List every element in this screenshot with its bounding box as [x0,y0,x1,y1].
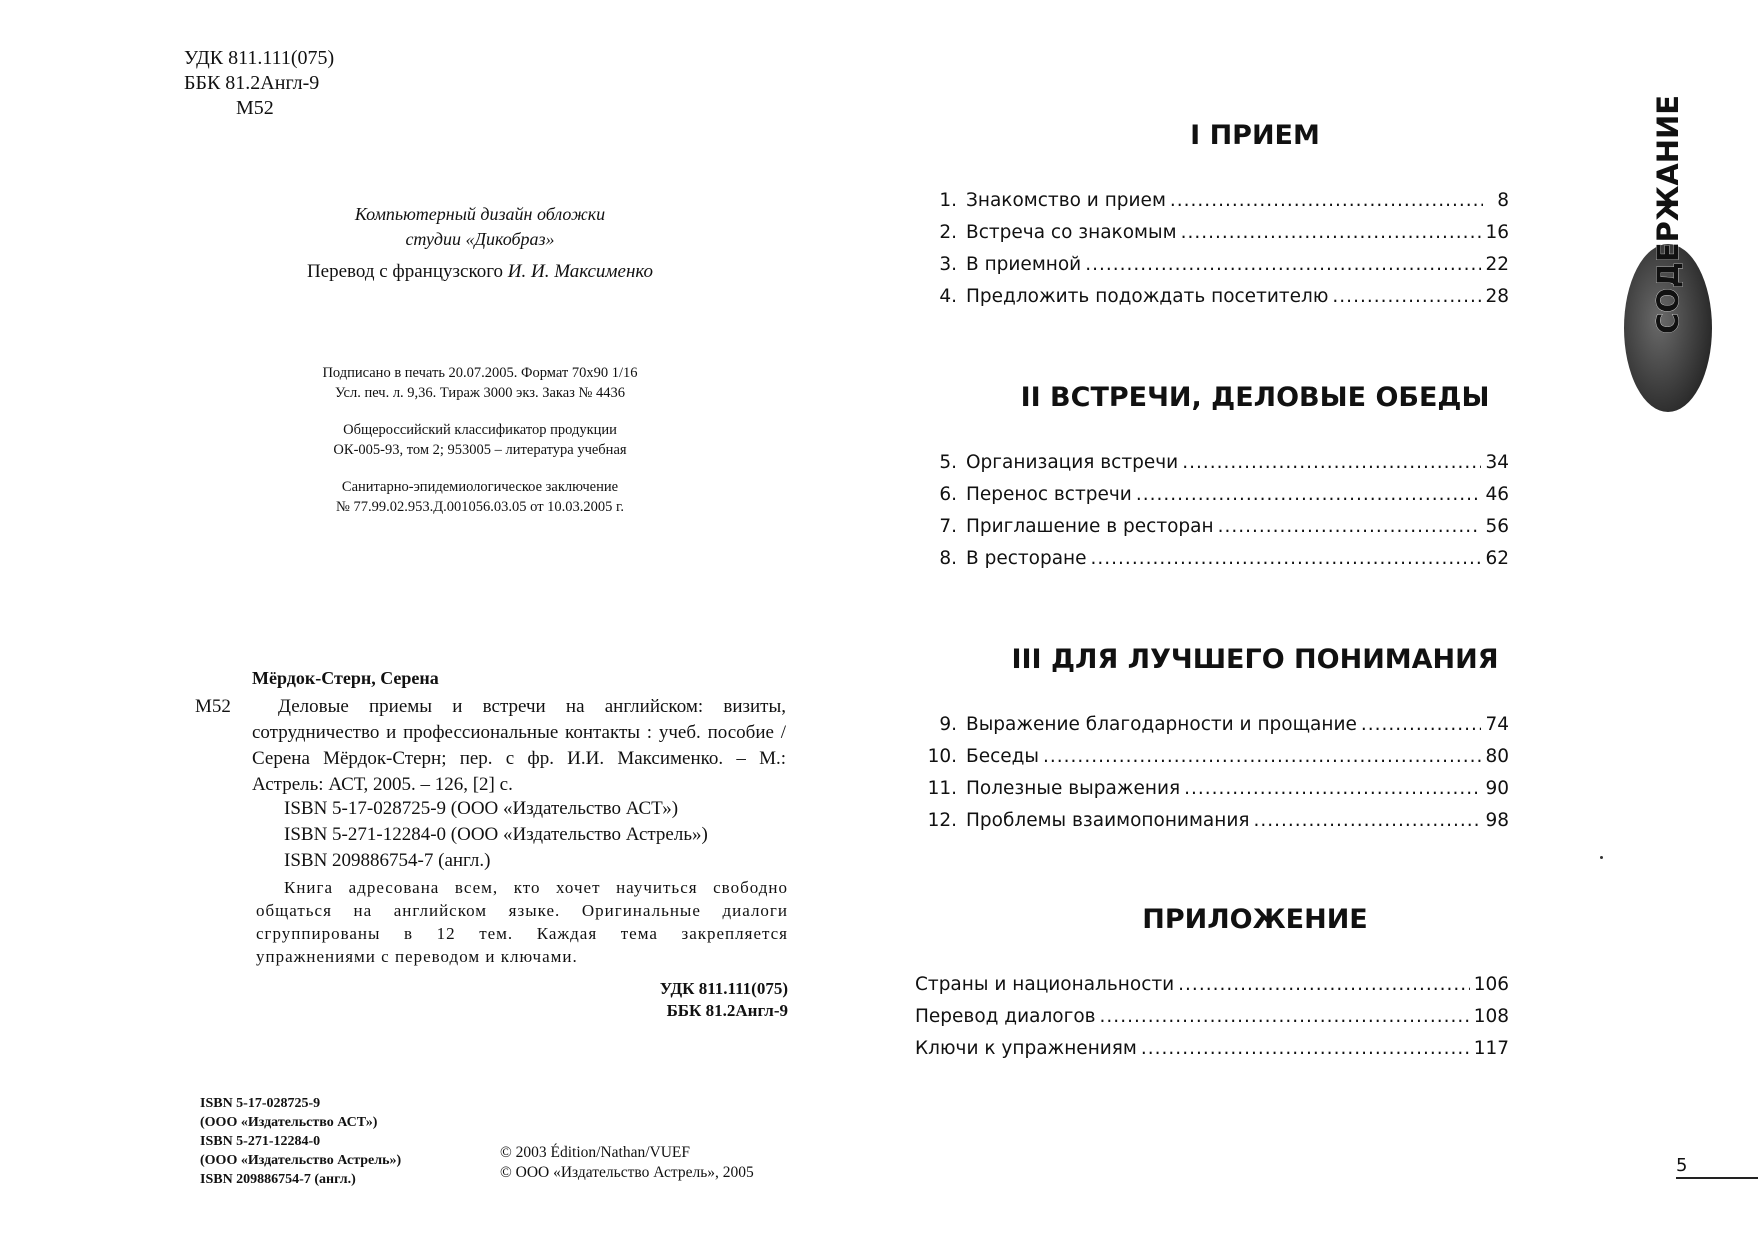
toc-number: 2. [939,222,957,243]
toc-title: Организация встречи [966,452,1179,473]
isbn-line: ISBN 5-271-12284-0 (ООО «Издательство Астрель») [284,824,708,845]
annotation: Книга адресована всем, кто хочет научиться свободно общаться на английском языке. Оригинальные диалоги сгруппированы в 12 тем. Каждая тема закрепляется упражнениями с переводом и ключами. [256,878,788,966]
imprint-line: ОК-005-93, том 2; 953005 – литература учебная [333,442,627,458]
toc-list [915,452,1509,580]
toc-number: 4. [939,286,957,307]
dot-leader [1253,810,1481,831]
toc-number: 6. [939,484,957,505]
isbn-footer-line: (ООО «Издательство АСТ») [200,1115,378,1130]
toc-list [915,974,1509,1070]
toc-entry[interactable] [915,1006,1509,1038]
cover-design-line: Компьютерный дизайн обложки [354,204,606,224]
section-title: II ВСТРЕЧИ, ДЕЛОВЫЕ ОБЕДЫ [1020,382,1490,413]
toc-title: В приемной [966,254,1082,275]
toc-number: 1. [939,190,957,211]
bibliographic-entry: Деловые приемы и встречи на английском: визиты, сотрудничество и профессиональные контакты : учеб. пособие / Серена Мёрдок-Стерн; пер. с фр. И.И. Максименко. – М.: Астрель: АСТ, 2005. – 126, [2] с. [252,696,786,795]
toc-title: Перевод диалогов [915,1006,1096,1027]
toc-number: 7. [939,516,957,537]
toc-entry[interactable] [915,190,1509,222]
section-title: III ДЛЯ ЛУЧШЕГО ПОНИМАНИЯ [1011,644,1499,675]
toc-page: 56 [1485,516,1509,537]
cover-design-credit [250,202,710,252]
page-number-rule [1676,1177,1758,1179]
translator-name: И. И. Максименко [507,261,654,282]
toc-list [915,190,1509,318]
catalog-mark: М52 [195,696,231,717]
toc-title: Полезные выражения [966,778,1181,799]
toc-number: 8. [939,548,957,569]
dot-leader [1184,778,1481,799]
toc-entry[interactable] [915,778,1509,810]
toc-page: 34 [1485,452,1509,473]
toc-number: 10. [927,746,957,767]
dot-leader [1218,516,1482,537]
dot-leader [1091,548,1482,569]
imprint-block [270,363,690,534]
toc-title: Знакомство и прием [966,190,1166,211]
translation-credit [250,261,710,283]
tab-label: СОДЕРЖАНИЕ [1651,94,1685,334]
isbn-footer-line: (ООО «Издательство Астрель») [200,1153,402,1168]
toc-title: Встреча со знакомым [966,222,1177,243]
dot-leader [1136,484,1482,505]
toc-entry[interactable] [915,516,1509,548]
toc-entry[interactable] [915,484,1509,516]
imprint-line: Усл. печ. л. 9,36. Тираж 3000 экз. Заказ № 4436 [335,385,625,401]
toc-page: 108 [1473,1006,1509,1027]
page-number: 5 [1676,1155,1688,1176]
dot-leader [1182,452,1481,473]
toc-title: Предложить подождать посетителю [966,286,1329,307]
cover-design-studio: студии «Дикобраз» [405,229,555,249]
toc-title: Приглашение в ресторан [966,516,1214,537]
toc-title: Беседы [966,746,1040,767]
bbk-code: ББК 81.2Англ-9 [666,1001,788,1020]
toc-number: 5. [939,452,957,473]
toc-page: 90 [1485,778,1509,799]
toc-title: Выражение благодарности и прощание [966,714,1357,735]
print-speck [1600,856,1603,859]
classifier-info [270,420,690,460]
section-title: I ПРИЕМ [1190,120,1320,151]
toc-list [915,714,1509,842]
toc-title: В ресторане [966,548,1087,569]
contents-side-tab [1618,88,1716,418]
bbk-code: ББК 81.2Англ-9 [184,72,320,94]
toc-title: Страны и национальности [915,974,1175,995]
toc-page: 46 [1485,484,1509,505]
toc-page: 106 [1473,974,1509,995]
toc-number: 12. [927,810,957,831]
isbn-line: ISBN 209886754-7 (англ.) [284,850,491,871]
toc-page: 117 [1473,1038,1509,1059]
udk-header [184,46,334,121]
udk-footer [530,978,788,1022]
toc-title: Проблемы взаимопонимания [966,810,1250,831]
author-mark: М52 [236,97,274,119]
isbn-list [284,796,708,874]
dot-leader [1170,190,1483,211]
dot-leader [1361,714,1482,735]
dot-leader [1141,1038,1470,1059]
toc-title: Ключи к упражнениям [915,1038,1137,1059]
dot-leader [1178,974,1470,995]
dot-leader [1100,1006,1470,1027]
toc-entry[interactable] [915,286,1509,318]
toc-entry[interactable] [915,548,1509,580]
toc-entry[interactable] [915,714,1509,746]
toc-page: 62 [1485,548,1509,569]
imprint-line: Санитарно-эпидемиологическое заключение [341,479,619,495]
toc-page: 22 [1485,254,1509,275]
toc-number: 3. [939,254,957,275]
toc-number: 9. [939,714,957,735]
toc-entry[interactable] [915,452,1509,484]
dot-leader [1332,286,1481,307]
isbn-footer-line: ISBN 209886754-7 (англ.) [200,1172,356,1187]
print-info [270,363,690,403]
toc-page: 28 [1485,286,1509,307]
contents-tab-graphic [1618,88,1716,418]
toc-page: 74 [1485,714,1509,735]
udk-code: УДК 811.111(075) [184,47,335,69]
dot-leader [1085,254,1481,275]
toc-entry[interactable] [915,746,1509,778]
dot-leader [1043,746,1481,767]
isbn-line: ISBN 5-17-028725-9 (ООО «Издательство АСТ») [284,798,679,819]
imprint-line: № 77.99.02.953.Д.001056.03.05 от 10.03.2005 г. [336,499,624,515]
imprint-line: Подписано в печать 20.07.2005. Формат 70х90 1/16 [322,365,638,381]
toc-entry[interactable] [915,1038,1509,1070]
sanitary-info [270,477,690,517]
author-heading: Мёрдок-Стерн, Серена [252,668,439,688]
toc-page: 80 [1485,746,1509,767]
dot-leader [1181,222,1482,243]
toc-entry[interactable] [915,254,1509,286]
copyright-notice [500,1143,754,1183]
toc-page: 16 [1485,222,1509,243]
toc-entry[interactable] [915,810,1509,842]
copyright-line: © ООО «Издательство Астрель», 2005 [500,1164,754,1181]
toc-page: 8 [1497,190,1509,211]
udk-code: УДК 811.111(075) [659,979,788,998]
isbn-footer-line: ISBN 5-17-028725-9 [200,1096,321,1111]
section-title: ПРИЛОЖЕНИЕ [1142,904,1368,935]
imprint-line: Общероссийский классификатор продукции [343,422,617,438]
toc-page: 98 [1485,810,1509,831]
toc-entry[interactable] [915,974,1509,1006]
copyright-line: © 2003 Édition/Nathan/VUEF [500,1144,691,1161]
translation-prefix: Перевод с французского [306,261,504,282]
toc-title: Перенос встречи [966,484,1132,505]
isbn-footer [200,1094,401,1189]
toc-entry[interactable] [915,222,1509,254]
isbn-footer-line: ISBN 5-271-12284-0 [200,1134,321,1149]
toc-number: 11. [927,778,957,799]
